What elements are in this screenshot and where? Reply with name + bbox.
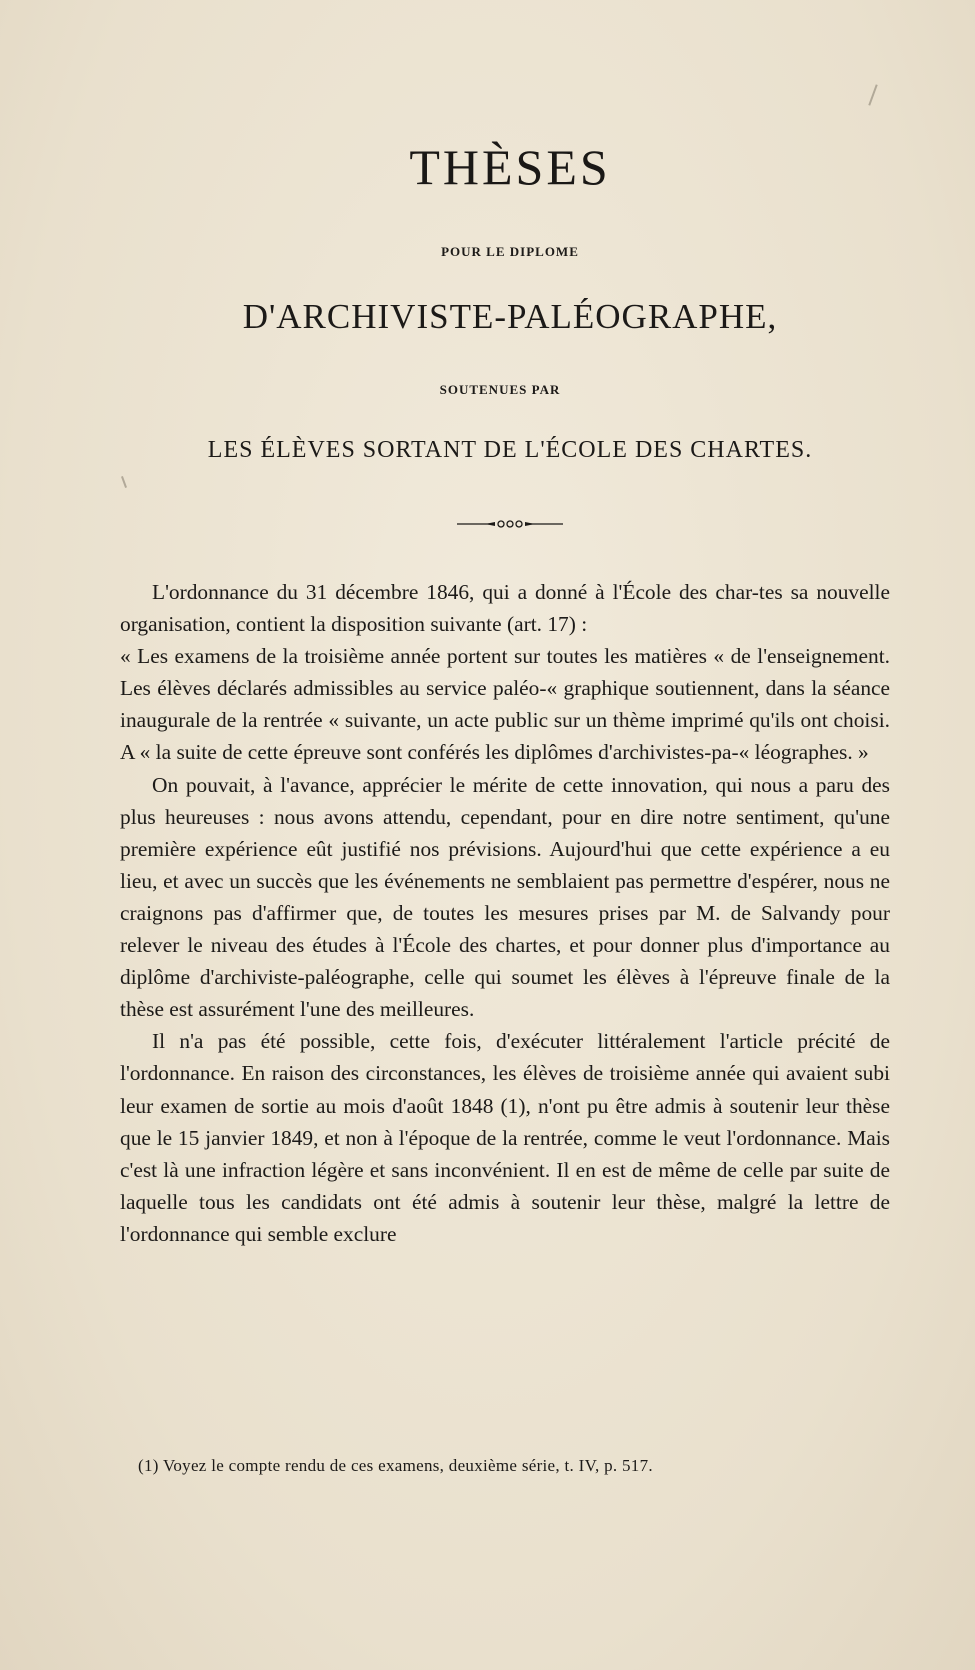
subtitle-pour-le-diplome: POUR LE DIPLOME <box>441 244 579 259</box>
separator-ornament-icon <box>455 514 565 534</box>
body-text <box>120 576 890 1250</box>
margin-mark <box>121 476 127 488</box>
paragraph-quote: « Les examens de la troisième année portent sur toutes les matières « de l'enseignement. Les élèves déclarés admissibles au service paléo-« graphique soutiennent, dans la séance inaugurale de la rentrée « suivante, un acte public sur un thème imprimé qu'ils ont choisi. A « la suite de cette épreuve sont conférés les diplômes d'archivistes-pa-« léographes. » <box>120 644 890 765</box>
page-title: THÈSES <box>409 139 611 195</box>
footnote: (1) Voyez le compte rendu de ces examens, deuxième série, t. IV, p. 517. <box>138 1456 653 1475</box>
paragraph-execution: Il n'a pas été possible, cette fois, d'exécuter littéralement l'article précité de l'ordonnance. En raison des circonstances, les élèves de troisième année qui avaient subi leur examen de sortie au mois d'août 1848 (1), n'ont pu être admis à soutenir leur thèse que le 15 janvier 1849, et non à l'époque de la rentrée, comme le veut l'ordonnance. Mais c'est là une infraction légère et sans inconvénient. Il en est de même de celle par suite de laquelle tous les candidats ont été admis à soutenir leur thèse, malgré la lettre de l'ordonnance qui semble exclure <box>120 1029 890 1246</box>
heading-archiviste-paleographe: D'ARCHIVISTE-PALÉOGRAPHE, <box>242 297 778 336</box>
paragraph-ordonnance: L'ordonnance du 31 décembre 1846, qui a donné à l'École des char-tes sa nouvelle organisation, contient la disposition suivante (art. 17) : <box>120 580 890 637</box>
margin-mark <box>868 84 877 105</box>
subtitle-soutenues-par: SOUTENUES PAR <box>439 382 561 397</box>
paragraph-innovation: On pouvait, à l'avance, apprécier le mérite de cette innovation, qui nous a paru des plus heureuses : nous avons attendu, cependant, pour en dire notre sentiment, qu'une première expérience eût justifié nos prévisions. Aujourd'hui que cette expérience a eu lieu, et avec un succès que les événements ne semblaient pas permettre d'espérer, nous ne craignons pas d'affirmer que, de toutes les mesures prises par M. de Salvandy pour relever le niveau des études à l'École des chartes, et pour donner plus d'importance au diplôme d'archiviste-paléographe, celle qui soumet les élèves à l'épreuve finale de la thèse est assurément l'une des meilleures. <box>120 772 890 1022</box>
heading-eleves-ecole-des-chartes: LES ÉLÈVES SORTANT DE L'ÉCOLE DES CHARTES. <box>207 437 813 463</box>
